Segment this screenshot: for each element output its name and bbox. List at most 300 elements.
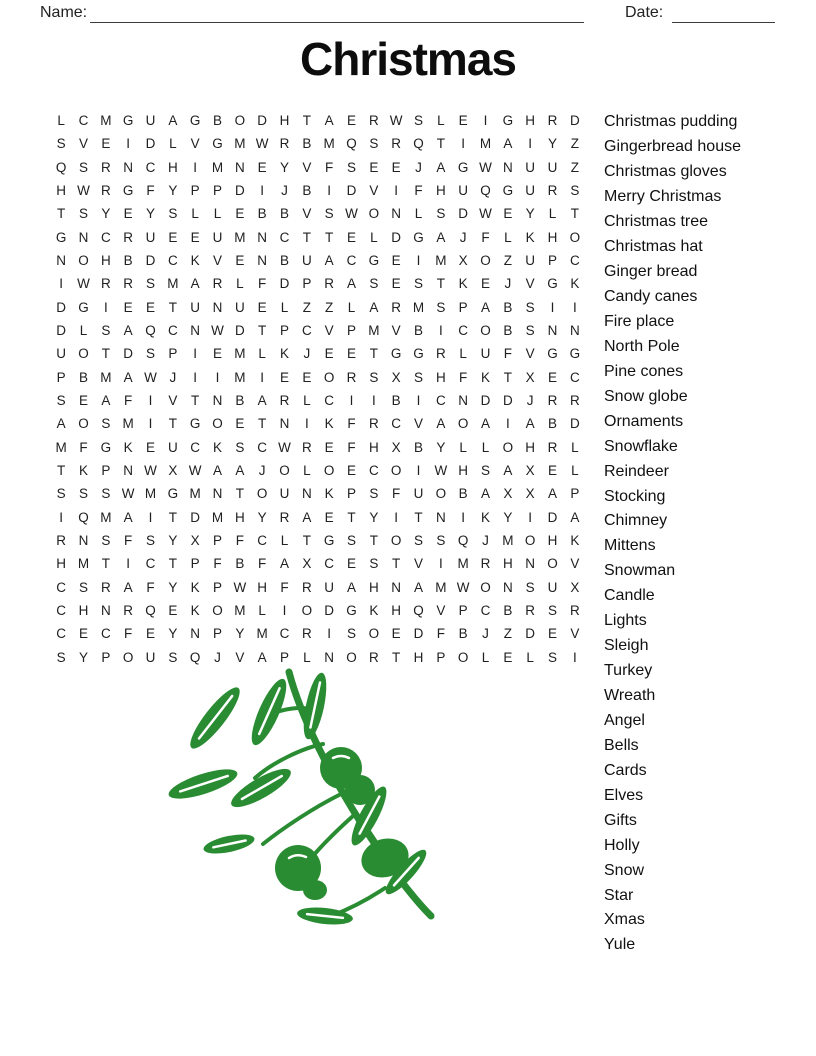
grid-letter: S: [413, 276, 423, 292]
word-list-item: Christmas tree: [604, 213, 709, 231]
grid-letter: N: [234, 159, 245, 175]
grid-letter: Z: [570, 159, 579, 175]
grid-letter: N: [502, 159, 513, 175]
grid-letter: I: [193, 346, 198, 362]
grid-letter: L: [213, 206, 222, 222]
grid-letter: I: [193, 159, 198, 175]
grid-letter: D: [234, 323, 245, 339]
grid-letter: H: [547, 229, 558, 245]
grid-letter: P: [212, 533, 222, 549]
grid-letter: F: [146, 579, 155, 595]
grid-letter: U: [190, 299, 201, 315]
grid-letter: B: [413, 439, 423, 455]
grid-letter: W: [479, 159, 492, 175]
grid-letter: F: [124, 533, 133, 549]
grid-letter: O: [480, 253, 491, 269]
grid-letter: D: [257, 113, 268, 129]
grid-letter: D: [56, 323, 67, 339]
grid-letter: I: [148, 393, 153, 409]
grid-letter: J: [258, 463, 266, 479]
grid-letter: P: [168, 346, 178, 362]
grid-letter: Y: [257, 509, 267, 525]
grid-letter: D: [525, 626, 536, 642]
grid-letter: V: [570, 626, 580, 642]
grid-letter: E: [346, 113, 356, 129]
grid-letter: U: [547, 579, 558, 595]
grid-letter: G: [189, 113, 201, 129]
word-search-grid: [50, 109, 586, 669]
grid-letter: F: [325, 159, 334, 175]
grid-letter: Y: [168, 183, 178, 199]
grid-letter: K: [78, 463, 88, 479]
grid-letter: J: [526, 393, 534, 409]
grid-letter: I: [550, 299, 555, 315]
grid-letter: Z: [570, 136, 579, 152]
grid-letter: S: [78, 486, 88, 502]
grid-letter: B: [302, 183, 312, 199]
grid-letter: D: [123, 346, 134, 362]
grid-letter: S: [101, 486, 111, 502]
grid-letter: B: [279, 206, 289, 222]
grid-letter: D: [56, 299, 67, 315]
grid-letter: A: [369, 299, 379, 315]
grid-letter: V: [413, 416, 423, 432]
grid-letter: J: [303, 346, 311, 362]
grid-letter: H: [56, 556, 67, 572]
grid-letter: G: [457, 159, 469, 175]
grid-letter: I: [260, 369, 265, 385]
grid-letter: C: [480, 603, 491, 619]
grid-letter: P: [190, 556, 200, 572]
word-list-item: Snowman: [604, 562, 676, 580]
grid-letter: S: [413, 533, 423, 549]
grid-letter: C: [458, 323, 469, 339]
grid-letter: I: [126, 556, 131, 572]
grid-letter: S: [346, 626, 356, 642]
grid-letter: H: [78, 603, 89, 619]
grid-letter: R: [212, 276, 223, 292]
word-list-item: Xmas: [604, 911, 645, 929]
grid-letter: B: [302, 136, 312, 152]
grid-letter: L: [414, 206, 423, 222]
grid-letter: K: [190, 603, 200, 619]
grid-letter: R: [547, 183, 558, 199]
grid-letter: C: [56, 626, 67, 642]
grid-letter: X: [458, 253, 468, 269]
grid-letter: R: [346, 369, 357, 385]
grid-letter: G: [502, 183, 514, 199]
grid-letter: S: [168, 649, 178, 665]
word-list-item: Gingerbread house: [604, 138, 741, 156]
grid-letter: I: [59, 276, 64, 292]
grid-letter: D: [279, 276, 290, 292]
grid-letter: C: [368, 463, 379, 479]
grid-letter: S: [369, 369, 379, 385]
grid-letter: G: [547, 276, 558, 292]
grid-letter: C: [301, 323, 312, 339]
grid-letter: Y: [101, 206, 111, 222]
grid-letter: D: [346, 183, 357, 199]
grid-letter: C: [56, 603, 67, 619]
grid-letter: A: [324, 113, 334, 129]
grid-letter: G: [78, 299, 89, 315]
grid-letter: F: [414, 183, 423, 199]
grid-letter: F: [124, 626, 133, 642]
grid-letter: D: [480, 393, 491, 409]
grid-letter: Q: [78, 509, 89, 525]
grid-letter: I: [304, 416, 309, 432]
grid-letter: U: [525, 253, 536, 269]
grid-letter: D: [324, 603, 335, 619]
grid-letter: R: [123, 229, 134, 245]
grid-letter: M: [234, 369, 246, 385]
grid-letter: N: [391, 206, 402, 222]
grid-letter: N: [391, 579, 402, 595]
grid-letter: V: [235, 649, 245, 665]
date-label: Date:: [625, 4, 664, 21]
grid-letter: E: [279, 369, 289, 385]
grid-letter: B: [123, 253, 133, 269]
word-list-item: Christmas gloves: [604, 163, 727, 181]
grid-letter: H: [257, 579, 268, 595]
grid-letter: B: [235, 393, 245, 409]
grid-letter: V: [391, 323, 401, 339]
grid-letter: S: [78, 579, 88, 595]
grid-letter: B: [235, 556, 245, 572]
grid-letter: E: [503, 649, 513, 665]
grid-letter: Z: [325, 299, 334, 315]
grid-letter: L: [303, 393, 311, 409]
grid-letter: M: [211, 159, 224, 175]
grid-letter: F: [146, 183, 155, 199]
grid-letter: T: [101, 346, 110, 362]
grid-letter: T: [503, 369, 512, 385]
grid-letter: S: [480, 463, 490, 479]
grid-letter: W: [233, 579, 247, 595]
grid-letter: U: [279, 486, 290, 502]
grid-letter: H: [502, 556, 513, 572]
grid-letter: S: [168, 206, 178, 222]
grid-letter: D: [569, 113, 580, 129]
grid-letter: A: [436, 159, 446, 175]
grid-letter: W: [456, 579, 470, 595]
grid-letter: X: [190, 533, 200, 549]
grid-letter: E: [78, 626, 88, 642]
grid-letter: H: [525, 113, 536, 129]
grid-letter: G: [390, 346, 402, 362]
grid-letter: L: [526, 649, 534, 665]
grid-letter: M: [100, 113, 112, 129]
grid-letter: H: [234, 509, 245, 525]
grid-letter: I: [282, 603, 287, 619]
grid-letter: X: [525, 486, 535, 502]
grid-letter: B: [212, 113, 222, 129]
grid-letter: P: [212, 579, 222, 595]
grid-letter: E: [391, 159, 401, 175]
grid-letter: M: [189, 486, 201, 502]
grid-letter: B: [503, 299, 513, 315]
grid-letter: U: [56, 346, 67, 362]
grid-letter: G: [55, 229, 67, 245]
grid-letter: P: [458, 603, 468, 619]
grid-letter: S: [413, 369, 423, 385]
grid-letter: S: [101, 416, 111, 432]
grid-letter: D: [502, 393, 513, 409]
grid-letter: L: [280, 299, 289, 315]
grid-letter: A: [212, 463, 222, 479]
grid-letter: L: [481, 439, 490, 455]
grid-letter: D: [458, 206, 469, 222]
grid-letter: A: [123, 579, 133, 595]
grid-letter: F: [235, 533, 244, 549]
word-list-item: Cards: [604, 761, 647, 779]
grid-letter: E: [324, 439, 334, 455]
grid-letter: E: [168, 229, 178, 245]
grid-letter: E: [257, 299, 267, 315]
grid-letter: U: [145, 649, 156, 665]
grid-letter: S: [145, 346, 155, 362]
grid-letter: E: [391, 626, 401, 642]
grid-letter: E: [235, 416, 245, 432]
grid-letter: S: [145, 276, 155, 292]
grid-letter: M: [234, 603, 246, 619]
grid-letter: J: [482, 626, 489, 642]
grid-letter: E: [391, 276, 401, 292]
grid-letter: K: [123, 439, 133, 455]
grid-letter: S: [413, 113, 423, 129]
grid-letter: O: [368, 206, 380, 222]
grid-letter: V: [190, 136, 200, 152]
grid-letter: C: [257, 533, 268, 549]
word-list-item: Merry Christmas: [604, 188, 722, 206]
grid-letter: T: [302, 229, 311, 245]
grid-letter: E: [547, 369, 557, 385]
grid-letter: N: [212, 299, 223, 315]
grid-letter: J: [169, 369, 177, 385]
grid-letter: Y: [168, 533, 178, 549]
grid-letter: O: [212, 416, 223, 432]
grid-letter: V: [570, 556, 580, 572]
grid-letter: P: [458, 299, 468, 315]
grid-letter: O: [368, 626, 380, 642]
grid-letter: S: [101, 323, 111, 339]
grid-letter: K: [458, 276, 468, 292]
olive-branch-illustration: [163, 666, 435, 932]
grid-letter: C: [145, 556, 156, 572]
word-list-item: Stocking: [604, 487, 666, 505]
grid-letter: S: [56, 136, 66, 152]
grid-letter: J: [504, 276, 512, 292]
grid-letter: F: [258, 556, 267, 572]
grid-letter: B: [391, 393, 401, 409]
grid-letter: X: [391, 439, 401, 455]
grid-letter: B: [503, 323, 513, 339]
grid-letter: C: [435, 393, 446, 409]
grid-letter: A: [235, 463, 245, 479]
grid-letter: R: [368, 113, 379, 129]
grid-letter: F: [481, 229, 490, 245]
word-list-item: Bells: [604, 736, 639, 754]
grid-letter: A: [480, 416, 490, 432]
grid-letter: N: [435, 509, 446, 525]
grid-letter: P: [436, 649, 446, 665]
grid-letter: D: [569, 416, 580, 432]
grid-letter: Y: [235, 626, 245, 642]
grid-letter: G: [569, 346, 581, 362]
grid-letter: L: [437, 113, 445, 129]
grid-letter: Y: [78, 649, 88, 665]
grid-letter: O: [524, 533, 536, 549]
grid-letter: S: [145, 533, 155, 549]
grid-letter: C: [391, 416, 402, 432]
grid-letter: K: [279, 346, 289, 362]
grid-letter: T: [302, 113, 311, 129]
grid-letter: L: [459, 439, 467, 455]
grid-letter: W: [77, 276, 90, 292]
grid-letter: M: [144, 486, 157, 502]
grid-letter: X: [570, 579, 580, 595]
grid-letter: E: [101, 136, 111, 152]
grid-letter: M: [368, 323, 380, 339]
grid-letter: K: [190, 253, 200, 269]
grid-letter: W: [389, 113, 403, 129]
grid-letter: T: [258, 323, 267, 339]
grid-letter: C: [56, 579, 67, 595]
grid-letter: K: [190, 579, 200, 595]
grid-letter: H: [391, 603, 402, 619]
grid-letter: V: [525, 276, 535, 292]
grid-letter: O: [547, 556, 558, 572]
grid-letter: M: [234, 346, 246, 362]
grid-letter: W: [211, 323, 224, 339]
grid-letter: E: [547, 463, 557, 479]
grid-letter: I: [193, 369, 198, 385]
grid-letter: L: [79, 323, 88, 339]
grid-letter: P: [547, 253, 557, 269]
grid-letter: H: [368, 579, 379, 595]
grid-letter: J: [482, 533, 489, 549]
grid-letter: Q: [55, 159, 67, 175]
grid-letter: O: [457, 416, 469, 432]
grid-letter: T: [392, 556, 401, 572]
grid-letter: Y: [503, 509, 513, 525]
grid-letter: B: [458, 486, 468, 502]
grid-letter: S: [525, 299, 535, 315]
grid-letter: O: [569, 229, 581, 245]
grid-letter: B: [503, 603, 513, 619]
grid-letter: N: [78, 533, 89, 549]
grid-letter: D: [547, 509, 558, 525]
grid-letter: E: [145, 439, 155, 455]
grid-letter: K: [570, 276, 580, 292]
grid-letter: A: [503, 463, 513, 479]
grid-letter: S: [570, 183, 580, 199]
grid-letter: I: [148, 509, 153, 525]
grid-letter: V: [78, 136, 88, 152]
grid-letter: E: [168, 603, 178, 619]
grid-letter: H: [56, 183, 67, 199]
grid-letter: E: [235, 253, 245, 269]
word-list-item: Yule: [604, 936, 636, 954]
word-list-item: Holly: [604, 836, 640, 854]
grid-letter: F: [459, 369, 468, 385]
grid-letter: N: [123, 159, 134, 175]
grid-letter: B: [279, 253, 289, 269]
grid-letter: G: [413, 229, 424, 245]
grid-letter: T: [325, 229, 334, 245]
grid-letter: H: [458, 463, 469, 479]
grid-letter: I: [126, 136, 131, 152]
grid-letter: R: [123, 603, 134, 619]
grid-letter: Q: [457, 533, 469, 549]
grid-letter: G: [547, 346, 558, 362]
grid-letter: E: [123, 299, 133, 315]
grid-letter: I: [572, 649, 577, 665]
grid-letter: L: [303, 649, 311, 665]
grid-letter: V: [212, 253, 222, 269]
grid-letter: E: [302, 369, 312, 385]
grid-letter: E: [346, 556, 356, 572]
grid-letter: W: [434, 463, 448, 479]
word-list-item: Lights: [604, 612, 647, 630]
grid-letter: D: [190, 509, 201, 525]
grid-letter: C: [190, 439, 201, 455]
grid-letter: W: [278, 439, 291, 455]
grid-letter: T: [57, 206, 66, 222]
grid-letter: L: [258, 603, 266, 619]
grid-letter: K: [480, 369, 490, 385]
grid-letter: I: [438, 323, 443, 339]
grid-letter: S: [369, 556, 379, 572]
word-list: [604, 110, 741, 958]
grid-letter: L: [191, 206, 199, 222]
grid-letter: S: [369, 136, 379, 152]
grid-letter: S: [56, 649, 66, 665]
grid-letter: I: [59, 509, 64, 525]
grid-letter: L: [169, 136, 177, 152]
grid-letter: Q: [413, 136, 424, 152]
word-list-item: Reindeer: [604, 462, 669, 480]
grid-letter: K: [525, 229, 535, 245]
grid-letter: T: [101, 556, 110, 572]
grid-letter: R: [301, 626, 312, 642]
grid-letter: C: [346, 253, 357, 269]
grid-letter: E: [346, 229, 356, 245]
grid-letter: X: [503, 486, 513, 502]
grid-letter: A: [413, 579, 423, 595]
grid-letter: X: [391, 369, 401, 385]
grid-letter: B: [413, 323, 423, 339]
grid-letter: G: [189, 416, 201, 432]
grid-letter: M: [234, 136, 246, 152]
grid-letter: S: [369, 486, 379, 502]
grid-letter: A: [302, 509, 312, 525]
grid-letter: N: [547, 323, 558, 339]
grid-letter: C: [100, 626, 111, 642]
grid-letter: M: [211, 509, 224, 525]
grid-letter: M: [55, 439, 67, 455]
grid-letter: R: [368, 416, 379, 432]
grid-letter: L: [504, 229, 512, 245]
grid-letter: N: [502, 579, 513, 595]
grid-letter: S: [346, 159, 356, 175]
grid-letter: S: [346, 533, 356, 549]
name-label: Name:: [40, 4, 88, 21]
grid-letter: S: [547, 649, 557, 665]
word-list-item: Chimney: [604, 512, 668, 530]
grid-letter: R: [569, 603, 580, 619]
grid-letter: U: [234, 299, 245, 315]
